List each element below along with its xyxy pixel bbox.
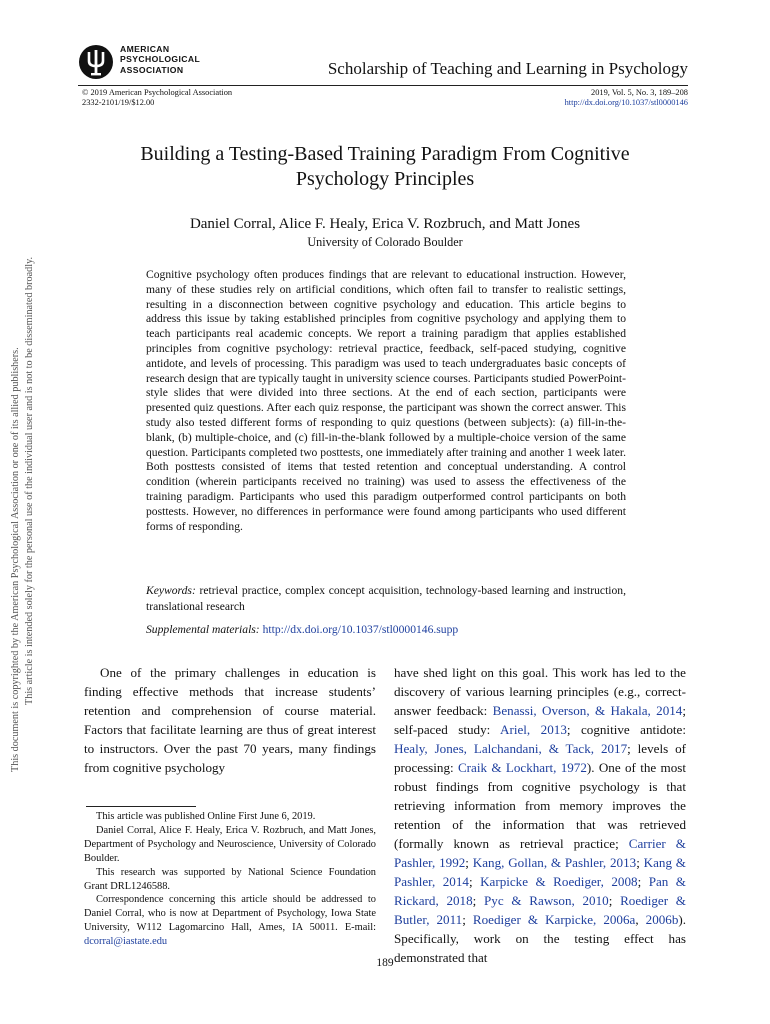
body-text: ). Specifically, work on the testing effect has demonstrated that <box>394 912 687 965</box>
keywords-text: retrieval practice, complex concept acquisition, technology-based learning and instruction, translational research <box>146 584 626 613</box>
page-number: 189 <box>376 957 394 969</box>
title-line-1: Building a Testing-Based Training Paradigm From Cognitive <box>140 143 630 165</box>
body-text: ; <box>637 874 649 889</box>
copyright: © 2019 American Psychological Association <box>82 88 233 97</box>
body-text: ; <box>465 855 473 870</box>
supp-link[interactable]: http://dx.doi.org/10.1037/stl0000146.supp <box>262 623 459 636</box>
body-text: ; <box>636 855 644 870</box>
footnote-funding: This research was supported by National Science Foundation Grant DRL1246588. <box>84 866 376 892</box>
issn: 2332-2101/19/$12.00 <box>82 98 155 107</box>
body-text: ; <box>468 874 481 889</box>
body-text: ; levels of processing: <box>394 741 686 775</box>
footnotes <box>84 810 376 949</box>
citation-link[interactable]: 2006b <box>645 912 679 927</box>
volume-info: 2019, Vol. 5, No. 3, 189–208 <box>591 88 688 97</box>
citation-link[interactable]: Craik & Lockhart, 1972 <box>457 760 587 775</box>
body-text: ; <box>608 893 621 908</box>
keywords-label: Keywords: <box>146 584 196 597</box>
body-left-column: One of the primary challenges in education is finding effective methods that increase students’ retention and comprehension of course material. Factors that facilitate learning are thus of great interest to instructors. Over the past 70 years, many findings from cognitive psychology <box>84 665 376 775</box>
header-meta-right <box>565 88 688 108</box>
body-text: ; <box>472 893 485 908</box>
logo-line-1: AMERICAN <box>120 44 170 54</box>
header-meta-left <box>82 88 232 108</box>
citation-link[interactable]: Kang, Gollan, & Pashler, 2013 <box>472 855 637 870</box>
logo-wordmark <box>120 44 200 75</box>
citation-link[interactable]: Healy, Jones, Lalchandani, & Tack, 2017 <box>394 741 628 756</box>
email-link[interactable]: dcorral@iastate.edu <box>84 936 168 948</box>
citation-link[interactable]: Kang & Pashler, 2014 <box>394 855 686 889</box>
citation-link[interactable]: Pyc & Rawson, 2010 <box>484 893 609 908</box>
citation-link[interactable]: Roediger & Butler, 2011 <box>394 893 686 927</box>
supplemental-materials <box>146 622 626 638</box>
keywords <box>146 583 626 615</box>
body-text: ). One of the most robust findings from cognitive psychology is that retrieving information from memory improves the retention of the information that was retrieved (formally known as retrieval practice; <box>394 760 686 851</box>
citation-link[interactable]: Roediger & Karpicke, 2006a <box>472 912 636 927</box>
logo-line-3: ASSOCIATION <box>120 64 184 75</box>
title-line-2: Psychology Principles <box>295 168 475 190</box>
copyright-side-notice <box>4 0 40 1024</box>
citation-link[interactable]: Benassi, Overson, & Hakala, 2014 <box>492 703 683 718</box>
apa-logo <box>78 44 278 80</box>
body-text: ; cognitive antidote: <box>566 722 686 737</box>
body-text: ; <box>462 912 473 927</box>
side-notice-line-2: This article is intended solely for the personal use of the individual user and is not to be disseminated broadly. <box>24 256 35 705</box>
abstract: Cognitive psychology often produces findings that are relevant to educational instruction. However, many of these studies rely on artificial conditions, which often fail to transfer to realistic settings, resulting in a disconnection between cognitive psychology and education. This article begins to address this issue by taking established principles from cognitive psychology and applying them to teach participants real academic concepts. We report a training paradigm that applies established principles from cognitive psychology: retrieval practice, feedback, self-paced studying, cognitive antidote, and levels of processing. This paradigm was used to teach undergraduates basic concepts of research design that are typically taught in university science courses. Participants studied PowerPoint-style slides that were divided into three sections. At the end of each section, participants were presented quiz questions. After each quiz response, the participant was shown the correct answer. This study also tested different forms of responding to quiz questions (between subjects): (a) fill-in-the-blank, (b) multiple-choice, and (c) fill-in-the-blank followed by a multiple-choice version of the same question. Participants completed two posttests, one immediately after training and another 1 week later. Both posttests consisted of items that tested retention and conceptual understanding. A control condition (wherein participants received no training) was used to assess the effectiveness of the training paradigm. Participants who used this paradigm outperformed control participants on both posttests. However, no differences in performance were found among participants who used different forms of responding. <box>146 268 626 533</box>
body-text: , <box>635 912 646 927</box>
article-title <box>82 142 688 192</box>
supp-label: Supplemental materials: <box>146 623 260 636</box>
affiliation: University of Colorado Boulder <box>307 235 463 249</box>
footnote-correspondence <box>84 893 376 949</box>
doi-link[interactable]: http://dx.doi.org/10.1037/stl0000146 <box>564 98 688 107</box>
footnote-affiliation: Daniel Corral, Alice F. Healy, Erica V. Rozbruch, and Matt Jones, Department of Psychology and Neuroscience, University of Colorado Boulder. <box>84 824 376 864</box>
logo-line-2: PSYCHOLOGICAL <box>120 54 201 65</box>
side-notice-line-1: This document is copyrighted by the American Psychological Association or one of its allied publishers. <box>10 347 21 772</box>
citation-link[interactable]: Carrier & Pashler, 1992 <box>394 836 686 870</box>
citation-link[interactable]: Karpicke & Roediger, 2008 <box>480 874 638 889</box>
citation-link[interactable]: Ariel, 2013 <box>500 722 567 737</box>
apa-psi-icon <box>78 44 116 80</box>
authors: Daniel Corral, Alice F. Healy, Erica V. Rozbruch, and Matt Jones <box>189 216 581 232</box>
footnote-published: This article was published Online First June 6, 2019. <box>96 811 316 822</box>
journal-title: Scholarship of Teaching and Learning in Psychology <box>327 59 688 78</box>
footnote-rule <box>86 806 196 807</box>
body-right-column <box>394 663 686 967</box>
body-text: ; self-paced study: <box>394 703 686 737</box>
correspondence-text: Correspondence concerning this article should be addressed to Daniel Corral, who is now at Department of Psychology, Iowa State University, W112 Lagomarcino Hall, Ames, IA 50011. E-mail: <box>84 894 376 934</box>
header-rule <box>78 85 688 86</box>
citation-link[interactable]: Pan & Rickard, 2018 <box>394 874 686 908</box>
body-text: have shed light on this goal. This work has led to the discovery of various learning principles (e.g., correct-answer feedback: <box>394 665 686 718</box>
